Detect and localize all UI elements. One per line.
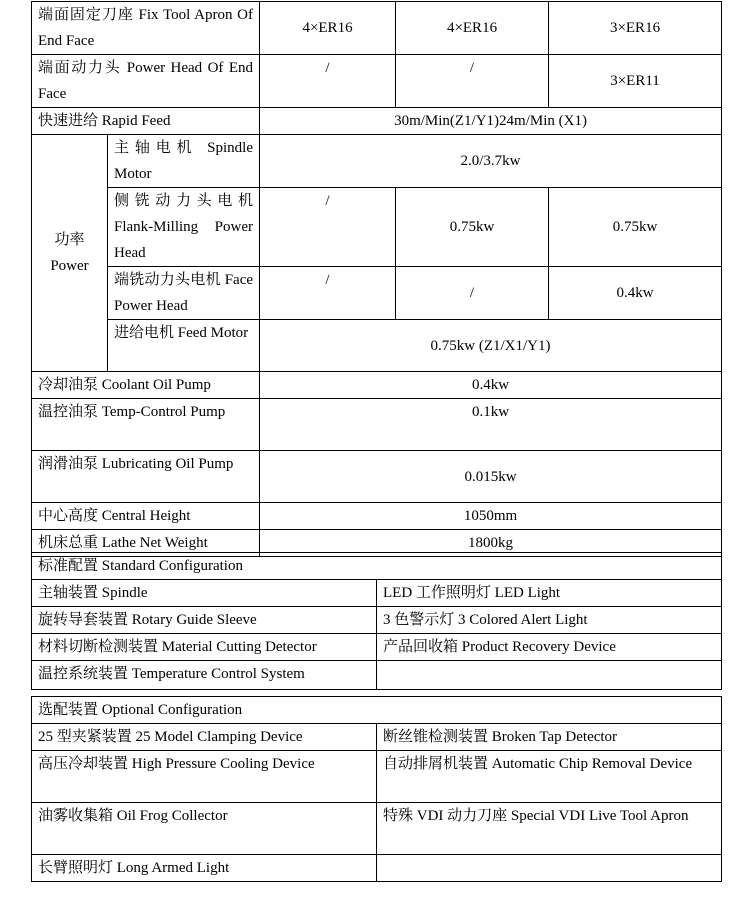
net-weight-label: 机床总重 Lathe Net Weight [32,530,260,557]
power-label-en: Power [50,258,89,274]
table-row [32,55,722,108]
flank-milling-value-1: / [260,188,396,267]
table-row [32,372,722,399]
list-item: LED 工作照明灯 LED Light [377,580,722,607]
optional-config-title: 选配装置 Optional Configuration [32,697,722,724]
fix-tool-apron-value-1: 4×ER16 [260,2,396,55]
list-item: 特殊 VDI 动力刀座 Special VDI Live Tool Apron [377,803,722,855]
fix-tool-apron-label: 端面固定刀座 Fix Tool Apron Of End Face [32,2,260,55]
central-height-value: 1050mm [260,503,722,530]
spec-table [31,1,722,557]
table-row [32,580,722,607]
flank-milling-label: 侧铣动力头电机 Flank-Milling Power Head [108,188,260,267]
power-head-end-face-value-1: / [260,55,396,108]
table-row [32,503,722,530]
list-item: 材料切断检测装置 Material Cutting Detector [32,634,377,661]
table-row [32,661,722,690]
list-item: 产品回收箱 Product Recovery Device [377,634,722,661]
net-weight-value: 1800kg [260,530,722,557]
lube-pump-label: 润滑油泵 Lubricating Oil Pump [32,451,260,503]
table-row [32,135,722,188]
list-item: 温控系统装置 Temperature Control System [32,661,377,690]
rapid-feed-value: 30m/Min(Z1/Y1)24m/Min (X1) [260,108,722,135]
list-item: 长臂照明灯 Long Armed Light [32,855,377,882]
table-row [32,451,722,503]
power-head-end-face-value-2: / [396,55,549,108]
power-head-end-face-label: 端面动力头 Power Head Of End Face [32,55,260,108]
face-power-head-label: 端铣动力头电机 Face Power Head [108,267,260,320]
spindle-motor-label: 主轴电机 Spindle Motor [108,135,260,188]
optional-config-table [31,696,722,882]
list-item [377,661,722,690]
list-item: 自动排屑机装置 Automatic Chip Removal Device [377,751,722,803]
table-row [32,188,722,267]
table-row [32,2,722,55]
standard-config-table [31,552,722,690]
table-row [32,803,722,855]
table-row [32,399,722,451]
list-item: 断丝锥检测装置 Broken Tap Detector [377,724,722,751]
list-item: 3 色警示灯 3 Colored Alert Light [377,607,722,634]
list-item: 主轴装置 Spindle [32,580,377,607]
lube-pump-value: 0.015kw [260,451,722,503]
table-row [32,697,722,724]
fix-tool-apron-value-3: 3×ER16 [549,2,722,55]
face-power-head-value-2: / [396,267,549,320]
face-power-head-value-3: 0.4kw [549,267,722,320]
table-row [32,855,722,882]
table-row [32,553,722,580]
table-row [32,108,722,135]
rapid-feed-label: 快速进给 Rapid Feed [32,108,260,135]
feed-motor-value: 0.75kw (Z1/X1/Y1) [260,320,722,372]
spindle-motor-value: 2.0/3.7kw [260,135,722,188]
power-label [32,135,108,372]
coolant-pump-value: 0.4kw [260,372,722,399]
power-label-cn: 功率 [54,232,85,248]
table-row [32,267,722,320]
standard-config-title: 标准配置 Standard Configuration [32,553,722,580]
table-row [32,751,722,803]
table-row [32,320,722,372]
central-height-label: 中心高度 Central Height [32,503,260,530]
table-row [32,634,722,661]
coolant-pump-label: 冷却油泵 Coolant Oil Pump [32,372,260,399]
fix-tool-apron-value-2: 4×ER16 [396,2,549,55]
feed-motor-label: 进给电机 Feed Motor [108,320,260,372]
table-row [32,607,722,634]
flank-milling-value-3: 0.75kw [549,188,722,267]
list-item [377,855,722,882]
table-row [32,724,722,751]
list-item: 旋转导套装置 Rotary Guide Sleeve [32,607,377,634]
list-item: 25 型夹紧装置 25 Model Clamping Device [32,724,377,751]
temp-pump-label: 温控油泵 Temp-Control Pump [32,399,260,451]
list-item: 高压冷却装置 High Pressure Cooling Device [32,751,377,803]
flank-milling-value-2: 0.75kw [396,188,549,267]
power-head-end-face-value-3: 3×ER11 [549,55,722,108]
list-item: 油雾收集箱 Oil Frog Collector [32,803,377,855]
face-power-head-value-1: / [260,267,396,320]
temp-pump-value: 0.1kw [260,399,722,451]
